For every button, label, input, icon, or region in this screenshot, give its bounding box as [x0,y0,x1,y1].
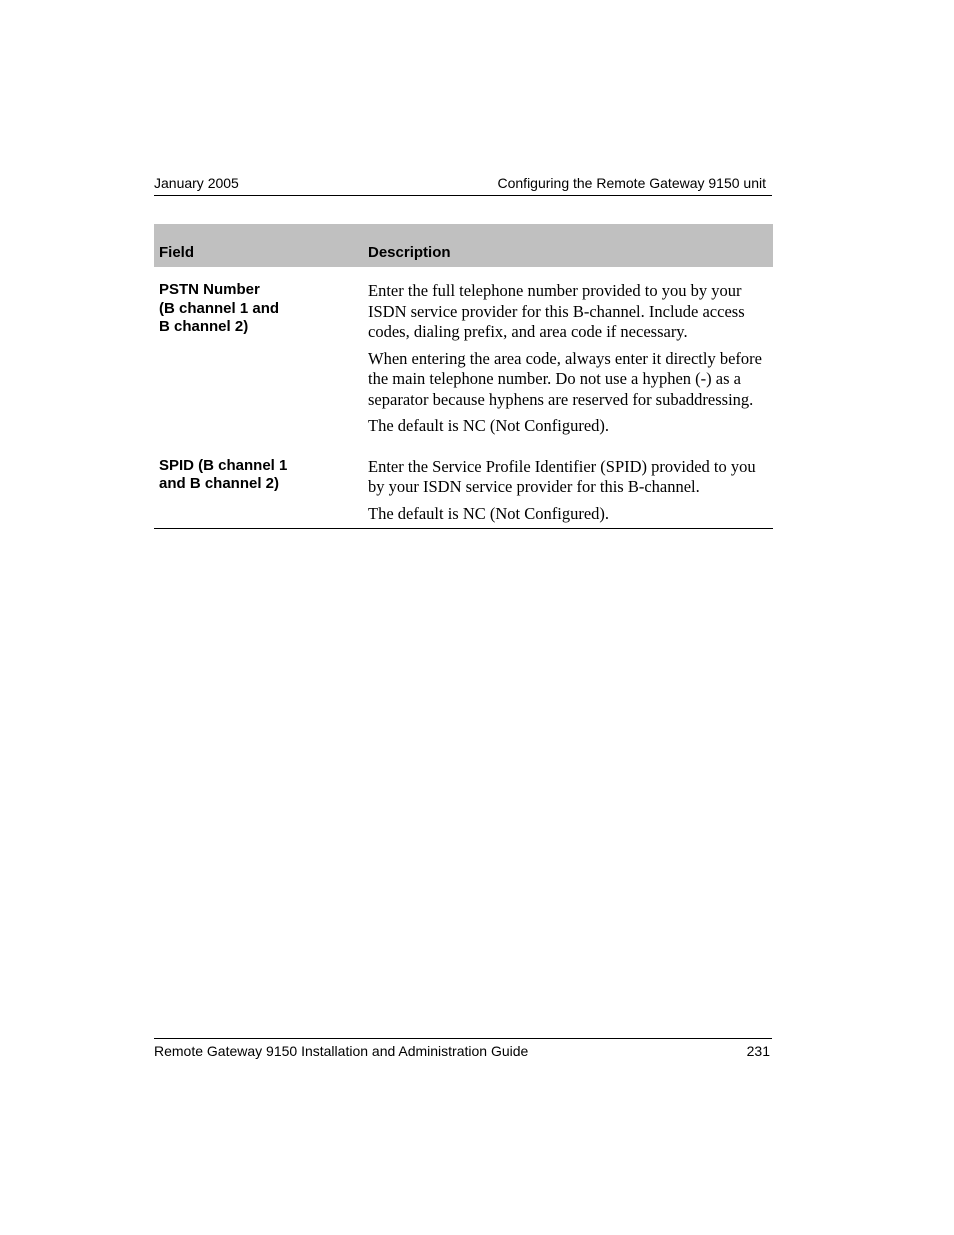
page-footer [154,1038,772,1061]
description-paragraph: The default is NC (Not Configured). [368,416,610,435]
field-name-line: B channel 2) [159,318,249,335]
field-description [368,457,773,525]
description-paragraph: Enter the Service Profile Identifier (SPID) provided to you by your ISDN service provider for this B-channel. [368,456,756,496]
description-paragraph: When entering the area code, always enter it directly before the main telephone number. Do not use a hyphen (-) as a separator because hyphens are reserved for subaddressing. [368,348,762,409]
footer-document-title: Remote Gateway 9150 Installation and Administration Guide [154,1043,529,1059]
table-row [154,267,773,437]
field-name-line: PSTN Number [159,281,260,298]
table-row [154,437,773,530]
column-header-description: Description [368,244,451,261]
page-number: 231 [746,1043,770,1059]
page-header [154,174,772,196]
field-description-table [154,224,773,529]
description-paragraph: Enter the full telephone number provided to you by your ISDN service provider for this B-channel. Include access codes, dialing prefix, and area code if necessary. [368,281,745,341]
field-name-pstn-number [154,281,368,437]
field-name-line: and B channel 2) [159,475,280,492]
header-section-title: Configuring the Remote Gateway 9150 unit [497,175,766,191]
field-description [368,281,773,437]
description-paragraph: The default is NC (Not Configured). [368,503,610,523]
field-name-line: SPID (B channel 1 [159,456,288,474]
column-header-field: Field [159,244,195,261]
field-name-spid [154,457,368,525]
table-header-row [154,224,773,267]
header-date: January 2005 [154,175,239,191]
field-name-line: (B channel 1 and [159,299,280,317]
